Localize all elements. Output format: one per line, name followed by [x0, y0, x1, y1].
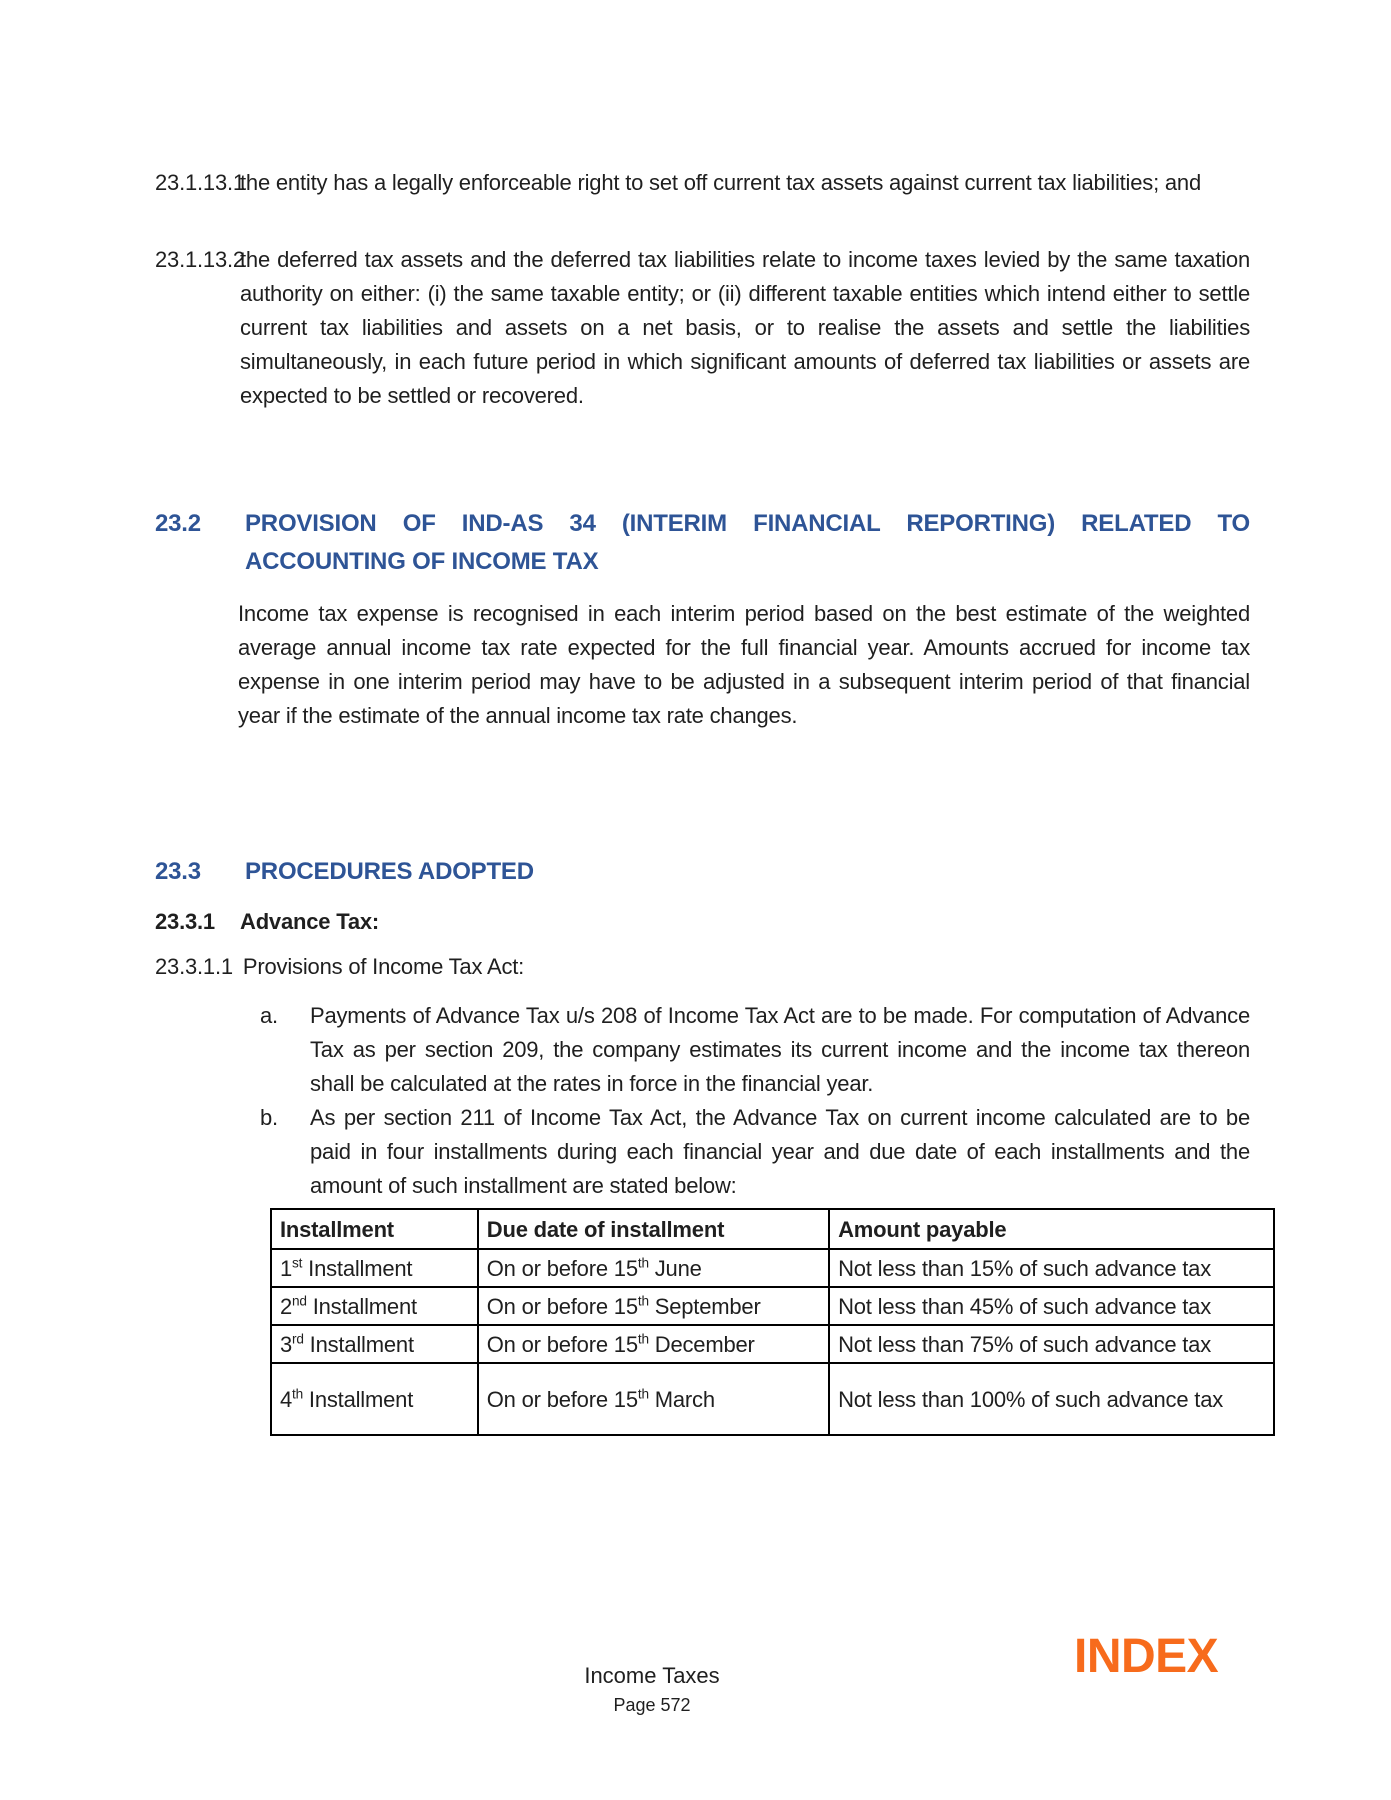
ordinal-suffix: rd	[292, 1331, 304, 1347]
paragraph-23-1-13-2	[155, 243, 1250, 413]
ordinal-suffix: th	[637, 1331, 649, 1347]
column-header-installment: Installment	[271, 1209, 478, 1249]
table-row	[271, 1325, 1274, 1363]
ordinal-suffix: st	[292, 1255, 303, 1271]
list-marker: b.	[260, 1105, 278, 1130]
subsection-heading-23-3-1	[155, 905, 1250, 939]
amount-cell: Not less than 100% of such advance tax	[829, 1363, 1274, 1435]
section-heading-23-2	[155, 505, 1250, 581]
footer-document-title: Income Taxes	[584, 1663, 720, 1688]
list-item-a	[260, 999, 1250, 1101]
installment-cell: 2nd Installment	[271, 1287, 478, 1325]
paragraph-23-2: Income tax expense is recognised in each interim period based on the best estimate of the weighted average annual income tax rate expected for the full financial year. Amounts accrued for income tax expense in one interim period may have to be adjusted in a subsequent interim period of that financial year if the estimate of the annual income tax rate changes.	[238, 601, 1250, 728]
ordinal-suffix: nd	[292, 1293, 307, 1309]
list-item-b	[260, 1101, 1250, 1203]
paragraph-23-1-13-1	[155, 166, 1250, 200]
section-heading-23-3	[155, 853, 1250, 891]
footer-page-number: Page 572	[613, 1695, 691, 1715]
ordinal-suffix: th	[292, 1386, 304, 1402]
due-date-cell: On or before 15th June	[478, 1249, 829, 1287]
advance-tax-installments-table	[270, 1208, 1275, 1436]
section-title: PROCEDURES ADOPTED	[245, 858, 534, 885]
due-date-cell: On or before 15th September	[478, 1287, 829, 1325]
column-header-amount: Amount payable	[829, 1209, 1274, 1249]
clause-text: Provisions of Income Tax Act:	[242, 954, 525, 979]
table-header-row	[271, 1209, 1274, 1249]
due-date-cell: On or before 15th March	[478, 1363, 829, 1435]
table-row	[271, 1363, 1274, 1435]
section-title: PROVISION OF IND-AS 34 (INTERIM FINANCIAL REPORTING) RELATED TO ACCOUNTING OF INCOME TAX	[245, 510, 1250, 575]
amount-cell: Not less than 45% of such advance tax	[829, 1287, 1274, 1325]
section-number: 23.3.1	[155, 909, 215, 934]
ordinal-suffix: th	[637, 1386, 649, 1402]
table-row	[271, 1287, 1274, 1325]
list-item-text: As per section 211 of Income Tax Act, the Advance Tax on current income calculated are to be paid in four installments during each financial year and due date of each installments and the amount of such installment are stated below:	[310, 1105, 1250, 1198]
installment-cell: 4th Installment	[271, 1363, 478, 1435]
clause-text: the deferred tax assets and the deferred tax liabilities relate to income taxes levied by the same taxation authority on either: (i) the same taxable entity; or (ii) different taxable entities which intend either to settle current tax liabilities and assets on a net basis, or to realise the assets and settle the liabilities simultaneously, in each future period in which significant amounts of deferred tax liabilities or assets are expected to be settled or recovered.	[240, 247, 1250, 408]
clause-number: 23.3.1.1	[155, 954, 233, 979]
column-header-due-date: Due date of installment	[478, 1209, 829, 1249]
clause-23-3-1-1	[155, 950, 1250, 984]
clause-text: the entity has a legally enforceable right to set off current tax assets against current tax liabilities; and	[240, 170, 1202, 195]
ordinal-suffix: th	[637, 1255, 649, 1271]
installment-cell: 1st Installment	[271, 1249, 478, 1287]
list-item-text: Payments of Advance Tax u/s 208 of Income Tax Act are to be made. For computation of Advance Tax as per section 209, the company estimates its current income and the income tax thereon shall be calculated at the rates in force in the financial year.	[310, 1003, 1250, 1096]
index-link[interactable]: INDEX	[1074, 1630, 1219, 1683]
due-date-cell: On or before 15th December	[478, 1325, 829, 1363]
section-title: Advance Tax:	[240, 909, 380, 934]
ordinal-suffix: th	[637, 1293, 649, 1309]
list-marker: a.	[260, 1003, 278, 1028]
table-row	[271, 1249, 1274, 1287]
section-number: 23.3	[155, 858, 201, 885]
section-number: 23.2	[155, 510, 201, 537]
clause-number: 23.1.13.2	[155, 247, 245, 272]
amount-cell: Not less than 15% of such advance tax	[829, 1249, 1274, 1287]
installment-cell: 3rd Installment	[271, 1325, 478, 1363]
clause-number: 23.1.13.1	[155, 170, 245, 195]
amount-cell: Not less than 75% of such advance tax	[829, 1325, 1274, 1363]
